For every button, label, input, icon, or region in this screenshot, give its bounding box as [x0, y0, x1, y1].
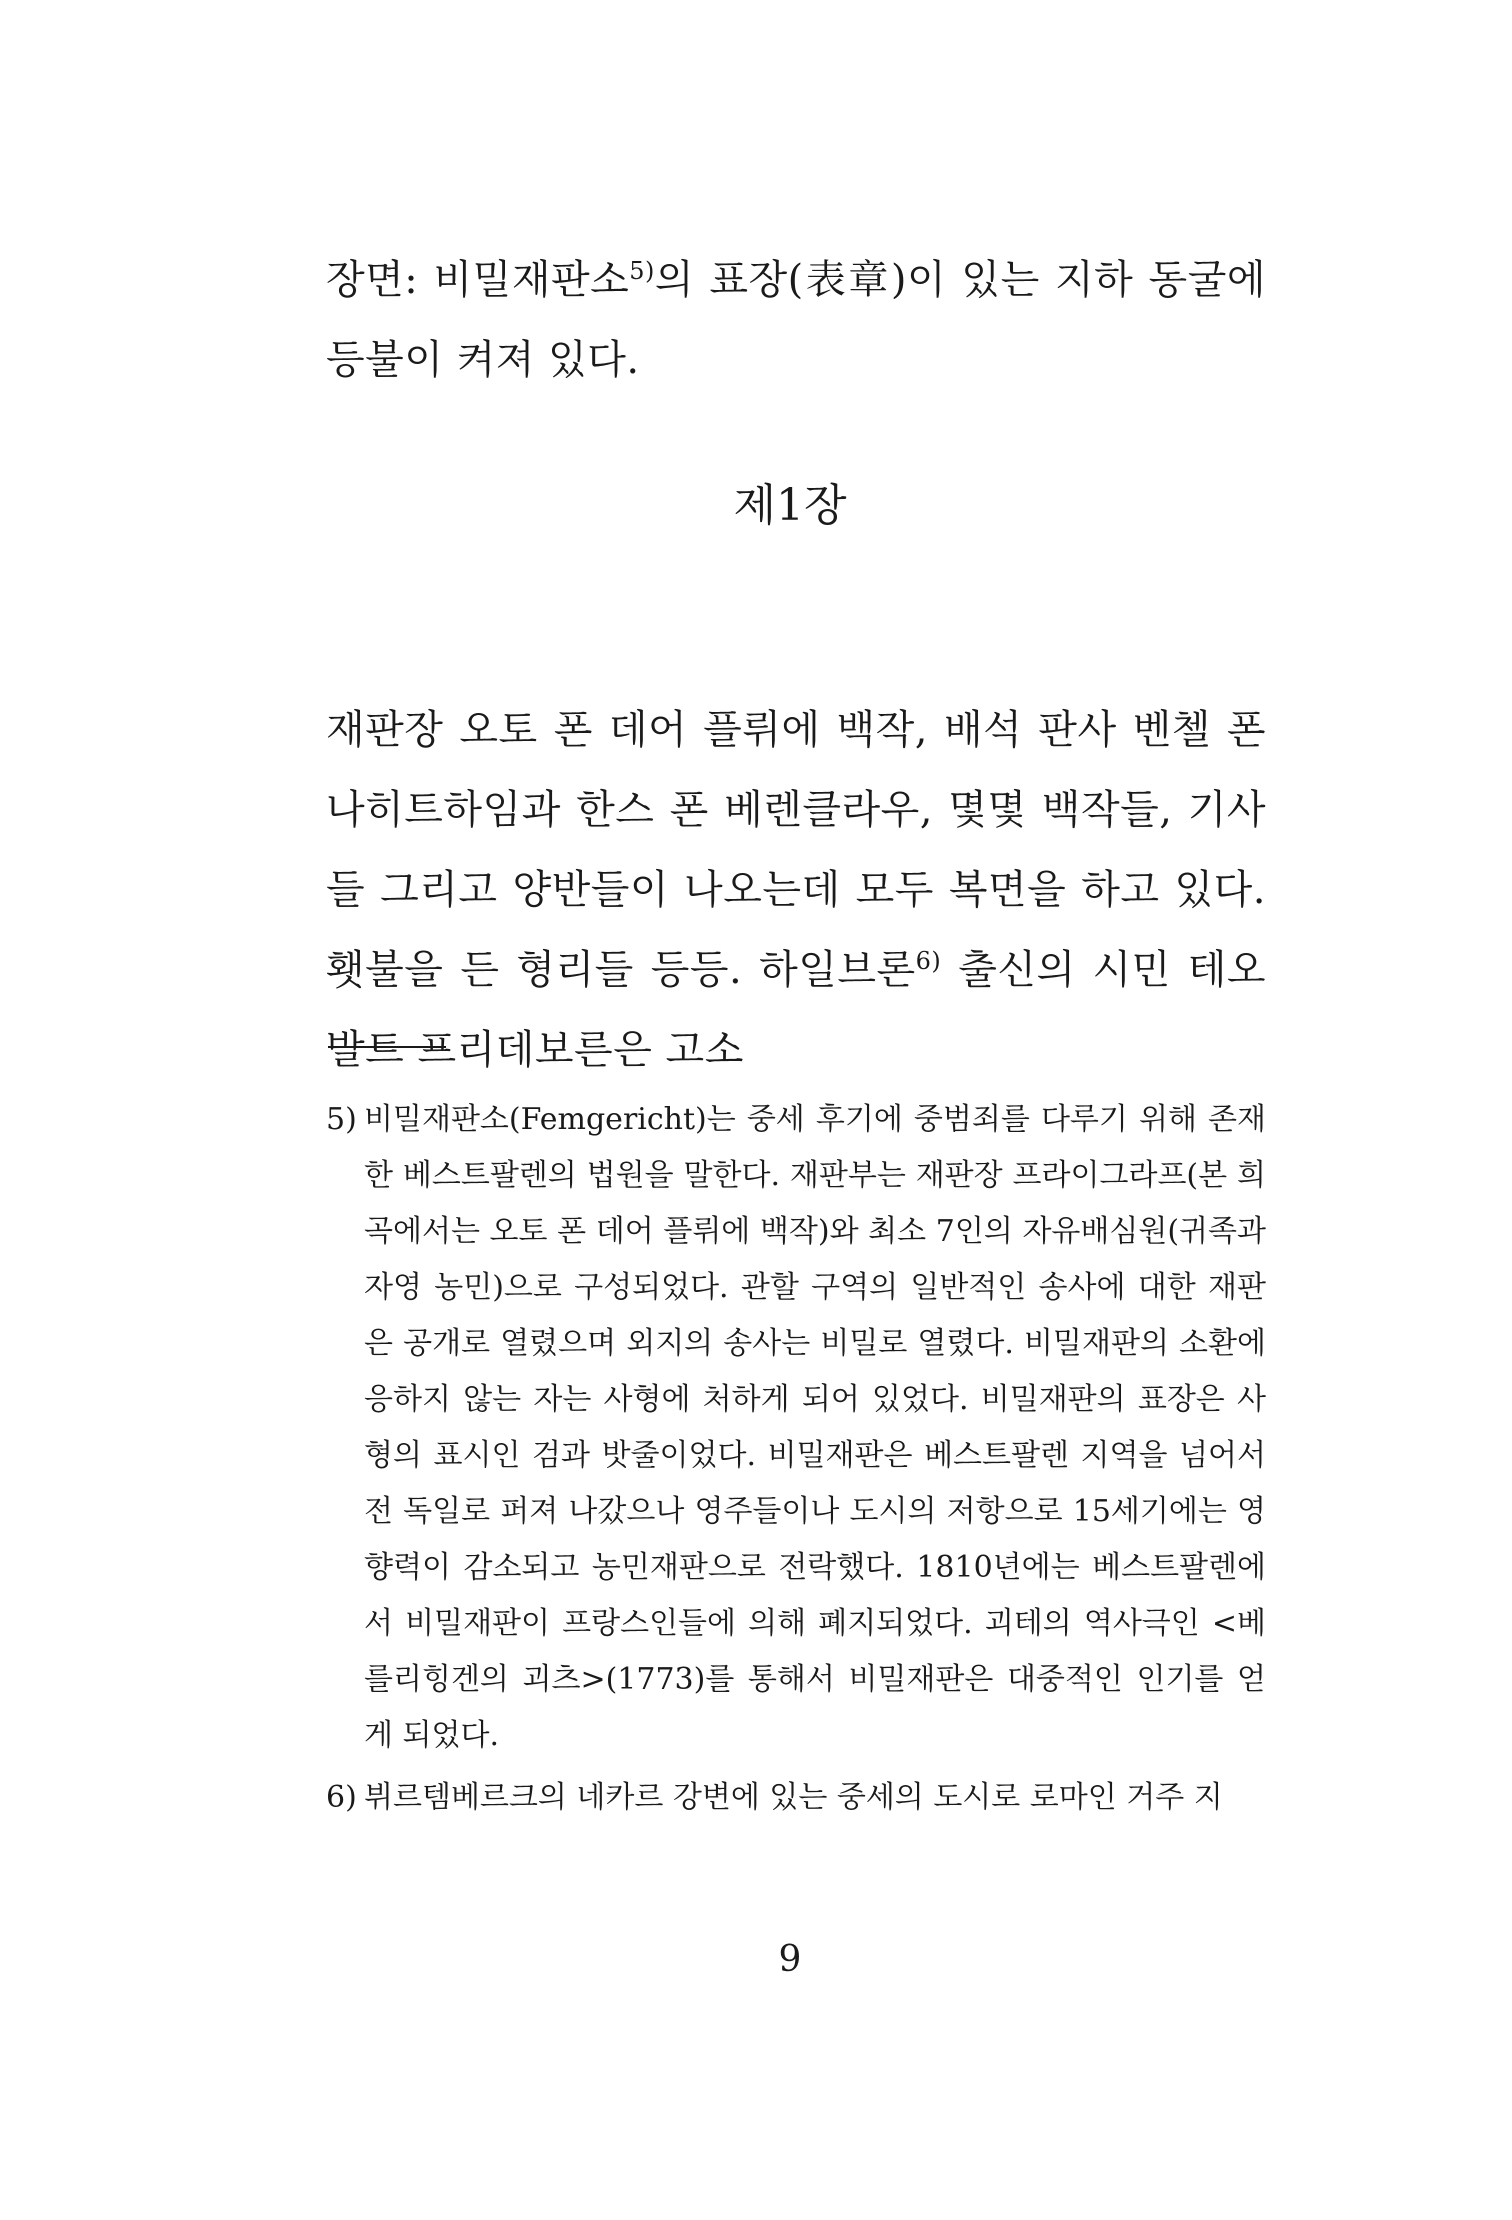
footnote-text: 뷔르템베르크의 네카르 강변에 있는 중세의 도시로 로마인 거주 지 — [364, 1780, 1223, 1815]
stage-direction — [326, 240, 1266, 400]
scene-heading: 제1장 — [733, 480, 847, 531]
body-paragraph — [326, 690, 1266, 1090]
page-number: 9 — [778, 1939, 802, 1980]
footnote-number: 5) — [326, 1102, 357, 1137]
footnote-ref-6[interactable]: 6) — [915, 947, 942, 975]
footnote-5 — [326, 1092, 1266, 1764]
footnote-text: 비밀재판소(Femgericht)는 중세 후기에 중범죄를 다루기 위해 존재한 베스트팔렌의 법원을 말한다. 재판부는 재판장 프라이그라프(본 희곡에서는 오토 폰 데어 플뤼에 백작)와 최소 7인의 자유배심원(귀족과 자영 농민)으로 구성되었다. 관할 구역의 일반적인 송사에 대한 재판은 공개로 열렸으며 외지의 송사는 비밀로 열렸다. 비밀재판의 소환에 응하지 않는 자는 사형에 처하게 되어 있었다. 비밀재판의 표장은 사형의 표시인 검과 밧줄이었다. 비밀재판은 베스트팔렌 지역을 넘어서 전 독일로 퍼져 나갔으나 영주들이나 도시의 저항으로 15세기에는 영향력이 감소되고 농민재판으로 전락했다. 1810년에는 베스트팔렌에서 비밀재판이 프랑스인들에 의해 폐지되었다. 괴테의 역사극인 <베를리힝겐의 괴츠>(1773)를 통해서 비밀재판은 대중적인 인기를 얻게 되었다. — [364, 1102, 1266, 1753]
body-text: 재판장 오토 폰 데어 플뤼에 백작, 배석 판사 벤첼 폰 나히트하임과 한스 폰 베렌클라우, 몇몇 백작들, 기사들 그리고 양반들이 나오는데 모두 복면을 하고 있다. 횃불을 든 형리들 등등. 하일브론 — [326, 707, 1266, 993]
stage-direction-label: 장면: — [326, 257, 419, 303]
footnotes-section — [326, 1092, 1266, 1832]
footnote-divider — [328, 1046, 446, 1048]
footnote-6 — [326, 1770, 1266, 1826]
body-text-continued: 출신의 시민 테오발트 프리데보른은 고소 — [326, 947, 1266, 1073]
footnote-number: 6) — [326, 1780, 357, 1815]
stage-direction-text: 비밀재판소 — [418, 257, 630, 303]
stage-direction-text-continued: 의 표장(表章)이 있는 지하 동굴에 등불이 켜져 있다. — [326, 257, 1266, 383]
footnote-ref-5[interactable]: 5) — [629, 257, 655, 285]
